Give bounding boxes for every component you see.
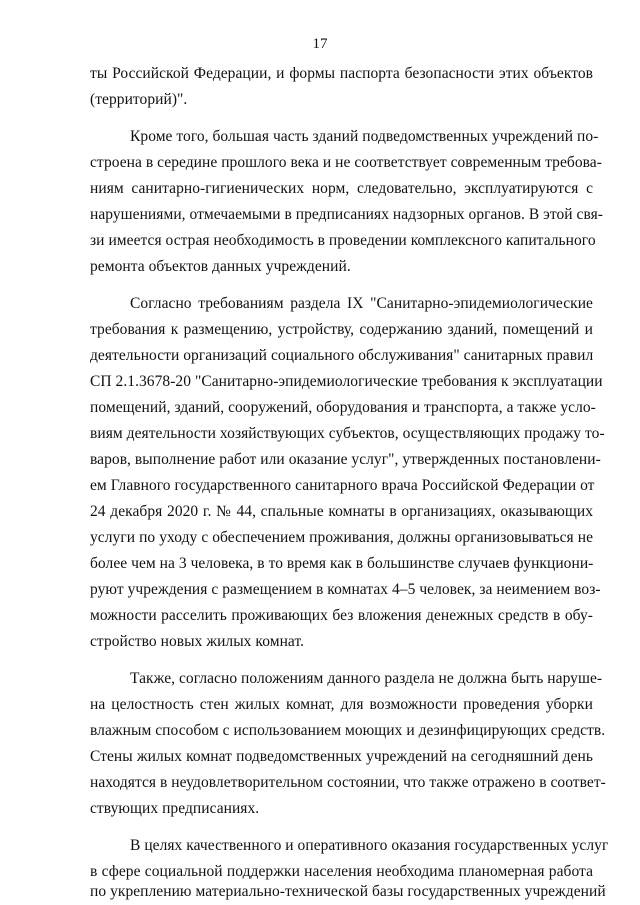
text-line: ниям санитарно-гигиенических норм, следовательно, эксплуатируются с bbox=[90, 180, 593, 197]
text-line: на целостность стен жилых комнат, для возможности проведения уборки bbox=[90, 696, 593, 713]
text-line: варов, выполнение работ или оказание услуг", утвержденных постановлени- bbox=[90, 451, 601, 468]
text-line: СП 2.1.3678-20 "Санитарно-эпидемиологические требования к эксплуатации bbox=[90, 373, 603, 390]
text-line: находятся в неудовлетворительном состоянии, что также отражено в соответ- bbox=[90, 774, 606, 791]
text-line: Стены жилых комнат подведомственных учреждений на сегодняшний день bbox=[90, 748, 593, 765]
text-line: в сфере социальной поддержки населения необходима планомерная работа bbox=[90, 863, 593, 880]
text-line: виям деятельности хозяйствующих субъектов, осуществляющих продажу то- bbox=[90, 425, 605, 442]
text-line: требования к размещению, устройству, содержанию зданий, помещений и bbox=[90, 321, 593, 338]
text-line: ты Российской Федерации, и формы паспорта безопасности этих объектов bbox=[90, 65, 593, 82]
text-line: по укреплению материально-технической базы государственных учреждений bbox=[90, 883, 606, 900]
text-line: строена в середине прошлого века и не соответствует современным требова- bbox=[90, 154, 602, 171]
text-line: ем Главного государственного санитарного врача Российской Федерации от bbox=[90, 477, 595, 494]
text-line: более чем на 3 человека, в то время как в большинстве случаев функциони- bbox=[90, 555, 594, 572]
page-number: 17 bbox=[312, 36, 328, 52]
text-line: нарушениями, отмечаемыми в предписаниях надзорных органов. В этой свя- bbox=[90, 206, 604, 223]
text-line: Также, согласно положениям данного раздела не должна быть наруше- bbox=[130, 670, 603, 687]
text-line: влажным способом с использованием моющих и дезинфицирующих средств. bbox=[90, 722, 606, 739]
text-line: (территорий)". bbox=[90, 91, 188, 108]
text-line: ремонта объектов данных учреждений. bbox=[90, 258, 351, 275]
text-line: В целях качественного и оперативного оказания государственных услуг bbox=[130, 837, 609, 854]
text-line: услуги по уходу с обеспечением проживания, должны организовываться не bbox=[90, 529, 593, 546]
text-line: руют учреждения с размещением в комнатах 4–5 человек, за неимением воз- bbox=[90, 581, 601, 598]
text-line: 24 декабря 2020 г. № 44, спальные комнаты в организациях, оказывающих bbox=[90, 503, 593, 520]
text-line: Кроме того, большая часть зданий подведомственных учреждений по- bbox=[130, 128, 599, 145]
text-line: деятельности организаций социального обслуживания" санитарных правил bbox=[90, 347, 594, 364]
text-line: стройство новых жилых комнат. bbox=[90, 633, 305, 650]
text-line: Согласно требованиям раздела IX "Санитарно-эпидемиологические bbox=[130, 295, 593, 312]
text-line: можности расселить проживающих без вложения денежных средств в обу- bbox=[90, 607, 593, 624]
text-line: помещений, зданий, сооружений, оборудования и транспорта, а также усло- bbox=[90, 399, 596, 416]
text-line: зи имеется острая необходимость в проведении комплексного капитального bbox=[90, 232, 596, 249]
text-line: ствующих предписаниях. bbox=[90, 800, 260, 817]
